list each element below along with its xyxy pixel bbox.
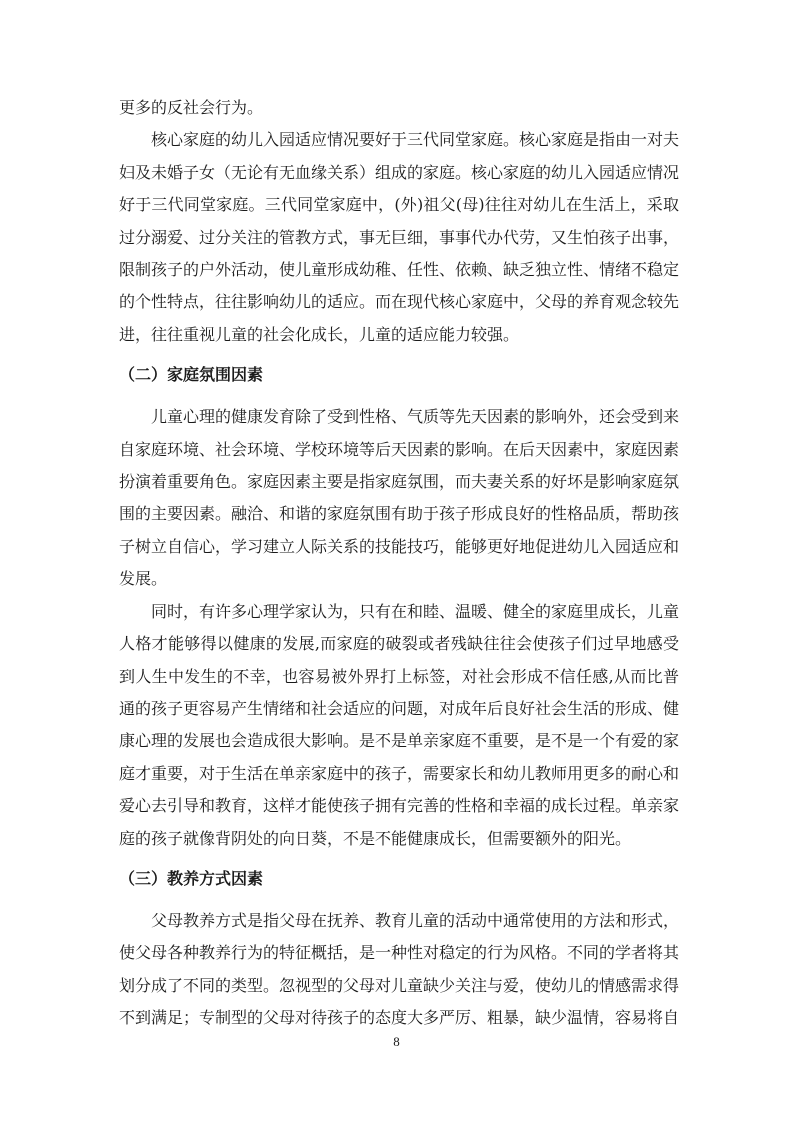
paragraph-core-family: 核心家庭的幼儿入园适应情况要好于三代同堂家庭。核心家庭是指由一对夫妇及未婚子女（无论有无血缘关系）组成的家庭。核心家庭的幼儿入园适应情况好于三代同堂家庭。三代同堂家庭中，(外)祖父(母)往往对幼儿在生活上，采取过分溺爱、过分关注的管教方式，事无巨细，事事代办代劳，又生怕孩子出事，限制孩子的户外活动，使儿童形成幼稚、任性、依赖、缺乏独立性、情绪不稳定的个性特点，往往影响幼儿的适应。而在现代核心家庭中，父母的养育观念较先进，往往重视儿童的社会化成长，儿童的适应能力较强。 — [119, 130, 680, 344]
paragraph-parenting-style-1: 父母教养方式是指父母在抚养、教育儿童的活动中通常使用的方法和形式，使父母各种教养行为的特征概括，是一种性对稳定的行为风格。不同的学者将其划分成了不同的类型。忽视型的父母对儿童缺少关注与爱，使幼儿的情感需求得不到满足；专制型的父母对待孩子的态度大多严厉、粗暴，缺少温情，容易将自 — [119, 910, 680, 1028]
page-body — [119, 92, 679, 1035]
section-heading-family-atmosphere: （二）家庭氛围因素 — [119, 365, 264, 385]
paragraph-family-atmosphere-2: 同时，有许多心理学家认为，只有在和睦、温暖、健全的家庭里成长，儿童人格才能够得以健康的发展,而家庭的破裂或者残缺往往会使孩子们过早地感受到人生中发生的不幸，也容易被外界打上标签，对社会形成不信任感,从而比普通的孩子更容易产生情绪和社会适应的问题，对成年后良好社会生活的形成、健康心理的发展也会造成很大影响。是不是单亲家庭不重要，是不是一个有爱的家庭才重要，对于生活在单亲家庭中的孩子，需要家长和幼儿教师用更多的耐心和爱心去引导和教育，这样才能使孩子拥有完善的性格和幸福的成长过程。单亲家庭的孩子就像背阴处的向日葵，不是不能健康成长，但需要额外的阳光。 — [119, 601, 680, 848]
page-number: 8 — [393, 1034, 400, 1049]
paragraph-family-atmosphere-1: 儿童心理的健康发育除了受到性格、气质等先天因素的影响外，还会受到来自家庭环境、社会环境、学校环境等后天因素的影响。在后天因素中，家庭因素扮演着重要角色。家庭因素主要是指家庭氛围，而夫妻关系的好坏是影响家庭氛围的主要因素。融洽、和谐的家庭氛围有助于孩子形成良好的性格品质，帮助孩子树立自信心，学习建立人际关系的技能技巧，能够更好地促进幼儿入园适应和发展。 — [119, 407, 680, 589]
section-heading-parenting-style: （三）教养方式因素 — [119, 868, 264, 888]
paragraph-continuation: 更多的反社会行为。 — [119, 98, 264, 117]
